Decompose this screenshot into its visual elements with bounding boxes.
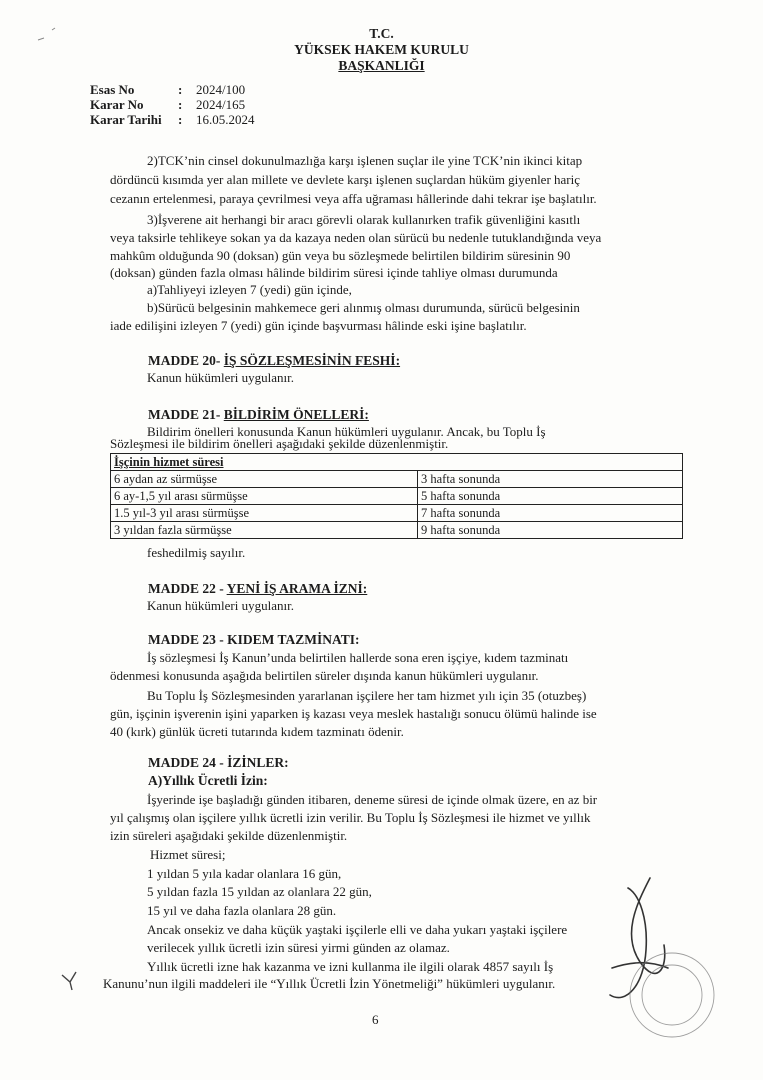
para3-line: b)Sürücü belgesinin mahkemece geri alınmış olması durumunda, sürücü belgesinin [147,300,580,315]
article-24-heading: MADDE 24 - İZİNLER: [148,755,289,770]
article-23-line: İş sözleşmesi İş Kanun’unda belirtilen hallerde sona eren işçiye, kıdem tazminatı [147,650,569,665]
table-header-cell: İşçinin hizmet süresi [111,454,683,471]
article-24-line: 1 yıldan 5 yıla kadar olanlara 16 gün, [147,866,342,881]
meta-sep: : [178,82,183,97]
article-title: BİLDİRİM ÖNELLERİ: [223,407,369,422]
article-24-line: yıl çalışmış olan işçilere yıllık ücretli izin verilir. Bu Toplu İş Sözleşmesi ile hizmet ve yıllık [110,810,591,825]
para2-line: dördüncü kısımda yer alan millete ve devlete karşı işlenen suçlardan hüküm giyenler hariç [110,172,581,187]
corner-mark-icon [38,28,55,40]
article-24-line: izin süreleri aşağıdaki şekilde düzenlenmiştir. [110,828,348,843]
table-cell: 9 hafta sonunda [418,522,683,539]
meta-value: 2024/165 [196,97,246,112]
meta-label: Karar No [90,97,144,112]
article-22-text: Kanun hükümleri uygulanır. [147,598,294,613]
para3-line: a)Tahliyeyi izleyen 7 (yedi) gün içinde, [147,282,352,297]
article-21-after: feshedilmiş sayılır. [147,545,246,560]
article-24-subheading: A)Yıllık Ücretli İzin: [148,773,268,788]
article-title: İŞ SÖZLEŞMESİNİN FESHİ: [223,353,401,368]
meta-sep: : [178,97,183,112]
header-line-3: BAŞKANLIĞI [338,58,425,73]
para2-line: cezanın ertelenmesi, paraya çevrilmesi veya affa uğraması hâllerinde dahi tekrar işe başlatılır. [110,191,597,206]
article-24-line: 5 yıldan fazla 15 yıldan az olanlara 22 gün, [147,884,372,899]
margin-mark-icon [62,972,76,990]
table-cell: 5 hafta sonunda [418,488,683,505]
page-number: 6 [372,1012,379,1027]
article-24-line: İşyerinde işe başladığı günden itibaren, deneme süresi de içinde olmak üzere, en az bir [147,792,598,807]
article-24-line: verilecek yıllık ücretli izin süresi yirmi günden az olamaz. [147,940,450,955]
meta-label: Esas No [90,82,135,97]
article-23-line: ödenmesi konusunda aşağıda belirtilen süreler dışında kanun hükümleri uygulanır. [110,668,539,683]
article-prefix: MADDE 20- [148,353,221,368]
article-23-line: 40 (kırk) günlük ücreti tutarında kıdem tazminatı ödenir. [110,724,404,739]
signature-mark [610,878,668,998]
para3-line: (doksan) günden fazla olması hâlinde bildirim süresi içinde tahliye olması durumunda [110,265,558,280]
article-23-heading: MADDE 23 - KIDEM TAZMİNATI: [148,632,360,647]
meta-value: 2024/100 [196,82,246,97]
article-24-line: Yıllık ücretli izne hak kazanma ve izni kullanma ile ilgili olarak 4857 sayılı İş [147,959,554,974]
header-line-1: T.C. [369,26,394,41]
article-24-line: Kanunu’nun ilgili maddeleri ile “Yıllık Ücretli İzin Yönetmeliği” hükümleri uygulanır. [103,976,556,991]
para3-line: 3)İşverene ait herhangi bir aracı görevli olarak kullanırken trafik güvenliğini kasıtlı [147,212,581,227]
article-title: YENİ İŞ ARAMA İZNİ: [226,581,368,596]
stamp-mark [630,953,714,1037]
table-cell: 3 yıldan fazla sürmüşse [111,522,418,539]
article-21-line: Bildirim önelleri konusunda Kanun hükümleri uygulanır. Ancak, bu Toplu İş [147,424,546,439]
table-cell: 6 ay-1,5 yıl arası sürmüşse [111,488,418,505]
article-23-line: Bu Toplu İş Sözleşmesinden yararlanan işçilere her tam hizmet yılı için 35 (otuzbeş) [147,688,587,703]
para2-line: 2)TCK’nin cinsel dokunulmazlığa karşı işlenen suçlar ile yine TCK’nin ikinci kitap [147,153,583,168]
table-cell: 7 hafta sonunda [418,505,683,522]
para3-line: mahkûm olduğunda 90 (doksan) gün veya bu sözleşmede belirtilen bildirim süresinin 90 [110,248,571,263]
meta-value: 16.05.2024 [196,112,255,127]
table-cell: 3 hafta sonunda [418,471,683,488]
article-20-text: Kanun hükümleri uygulanır. [147,370,294,385]
table-cell: 1.5 yıl-3 yıl arası sürmüşse [111,505,418,522]
article-24-line: Hizmet süresi; [150,847,226,862]
article-prefix: MADDE 21- [148,407,221,422]
article-prefix: MADDE 22 - [148,581,224,596]
article-21-line: Sözleşmesi ile bildirim önelleri aşağıdaki şekilde düzenlenmiştir. [110,436,449,451]
para3-line: veya taksirle tehlikeye sokan ya da kazaya neden olan sürücü bu nedenle tutuklandığında veya [110,230,602,245]
header-line-2: YÜKSEK HAKEM KURULU [294,42,469,57]
meta-sep: : [178,112,183,127]
article-24-line: 15 yıl ve daha fazla olanlara 28 gün. [147,903,337,918]
table-cell: 6 aydan az sürmüşse [111,471,418,488]
article-23-line: gün, işçinin işverenin işini yaparken iş kazası veya meslek hastalığı sonucu ölümü halinde ise [110,706,597,721]
article-24-line: Ancak onsekiz ve daha küçük yaştaki işçilerle elli ve daha yukarı yaştaki işçilere [147,922,568,937]
para3-line: iade edilişini izleyen 7 (yedi) gün içinde başvurması hâlinde eski işine başlatılır. [110,318,527,333]
meta-label: Karar Tarihi [90,112,162,127]
